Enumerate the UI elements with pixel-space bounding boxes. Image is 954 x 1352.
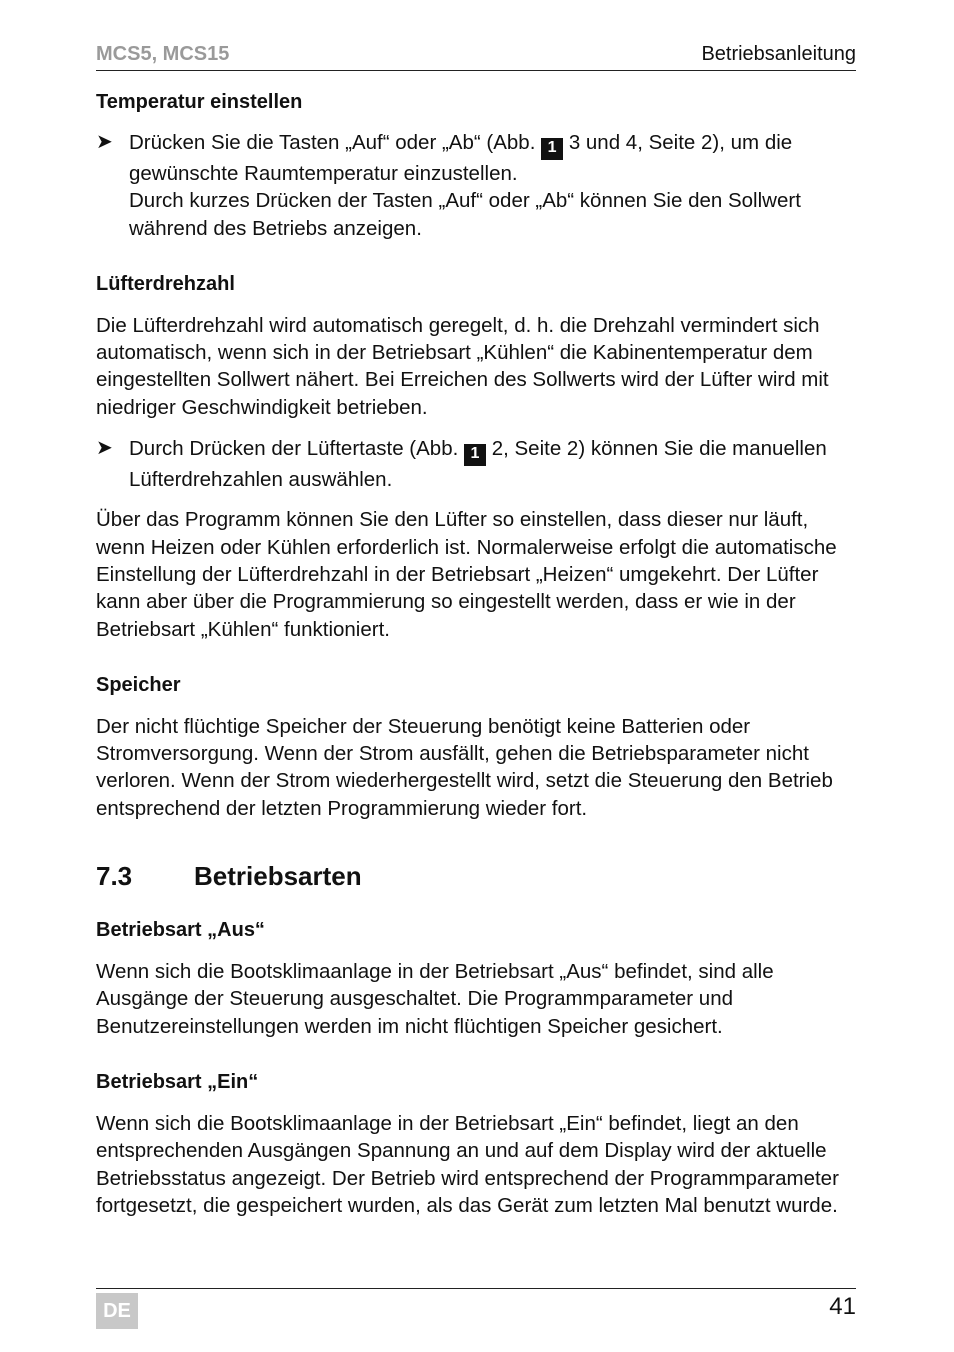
bullet-temp-extra: Durch kurzes Drücken der Tasten „Auf“ oder „Ab“ können Sie den Sollwert während des Betriebs anzeigen.: [129, 189, 801, 240]
page-content: [96, 88, 856, 1219]
bullet-fan: [96, 435, 856, 493]
bullet-temp-pre: Drücken Sie die Tasten „Auf“ oder „Ab“ (Abb.: [129, 131, 536, 154]
figure-ref-badge: 1: [541, 138, 563, 160]
heading-luefterdrehzahl: Lüfterdrehzahl: [96, 272, 235, 295]
heading-betriebsart-ein: Betriebsart „Ein“: [96, 1070, 259, 1093]
bullet-temp-post: 3 und 4, Seite 2), um die gewünschte Raumtemperatur einzustellen.: [129, 131, 793, 185]
arrow-icon: ➤: [96, 437, 113, 460]
figure-ref-badge: 1: [464, 444, 486, 466]
heading-temperatur: Temperatur einstellen: [96, 91, 303, 113]
section-heading-betriebsarten: [96, 860, 856, 892]
para-mode-on: Wenn sich die Bootsklimaanlage in der Betriebsart „Ein“ befindet, liegt an den entsprechenden Ausgängen Spannung an und auf dem Display wird der aktuelle Betriebsstatus angezeigt. Der Betrieb wird entsprechend der Programmparameter fortgesetzt, die gespeichert wurden, als das Gerät zum letzten Mal benutzt wurde.: [96, 1111, 839, 1217]
header-doc-type: Betriebsanleitung: [701, 43, 856, 65]
bullet-temperatur: [96, 129, 856, 242]
page-footer: [96, 1288, 856, 1331]
page-number: 41: [829, 1293, 856, 1320]
para-fan-2: Über das Programm können Sie den Lüfter so einstellen, dass dieser nur läuft, wenn Heizen oder Kühlen erforderlich ist. Normalerweise erfolgt die automatische Einstellung der Lüfterdrehzahl in der Betriebsart „Heizen“ umgekehrt. Der Lüfter kann aber über die Programmierung so eingestellt werden, dass er wie in der Betriebsart „Kühlen“ funktioniert.: [96, 508, 837, 641]
heading-speicher: Speicher: [96, 673, 181, 696]
bullet-fan-pre: Durch Drücken der Lüftertaste (Abb.: [129, 437, 459, 461]
page-header: [96, 40, 856, 71]
section-title: Betriebsarten: [194, 861, 362, 892]
heading-betriebsart-aus: Betriebsart „Aus“: [96, 919, 265, 942]
para-fan-1: Die Lüfterdrehzahl wird automatisch geregelt, d. h. die Drehzahl vermindert sich automatisch, wenn sich in der Betriebsart „Kühlen“ die Kabinentemperatur dem eingestellten Sollwert nähert. Bei Erreichen des Sollwerts wird der Lüfter wird mit niedriger Geschwindigkeit betrieben.: [96, 313, 829, 419]
bullet-fan-post: 2, Seite 2) können Sie die manuellen Lüfterdrehzahlen auswählen.: [129, 437, 827, 492]
para-mode-off: Wenn sich die Bootsklimaanlage in der Betriebsart „Aus“ befindet, sind alle Ausgänge der Steuerung ausgeschaltet. Die Programmparameter und Benutzereinstellungen werden im nicht flüchtigen Speicher gesichert.: [96, 960, 774, 1038]
section-number: 7.3: [96, 861, 133, 892]
language-badge: DE: [96, 1293, 138, 1329]
arrow-icon: ➤: [96, 131, 113, 153]
para-memory: Der nicht flüchtige Speicher der Steuerung benötigt keine Batterien oder Stromversorgung. Wenn der Strom ausfällt, gehen die Betriebsparameter nicht verloren. Wenn der Strom wiederhergestellt wird, setzt die Steuerung den Betrieb entsprechend der letzten Programmierung wieder fort.: [96, 714, 833, 820]
header-model: MCS5, MCS15: [96, 43, 230, 65]
